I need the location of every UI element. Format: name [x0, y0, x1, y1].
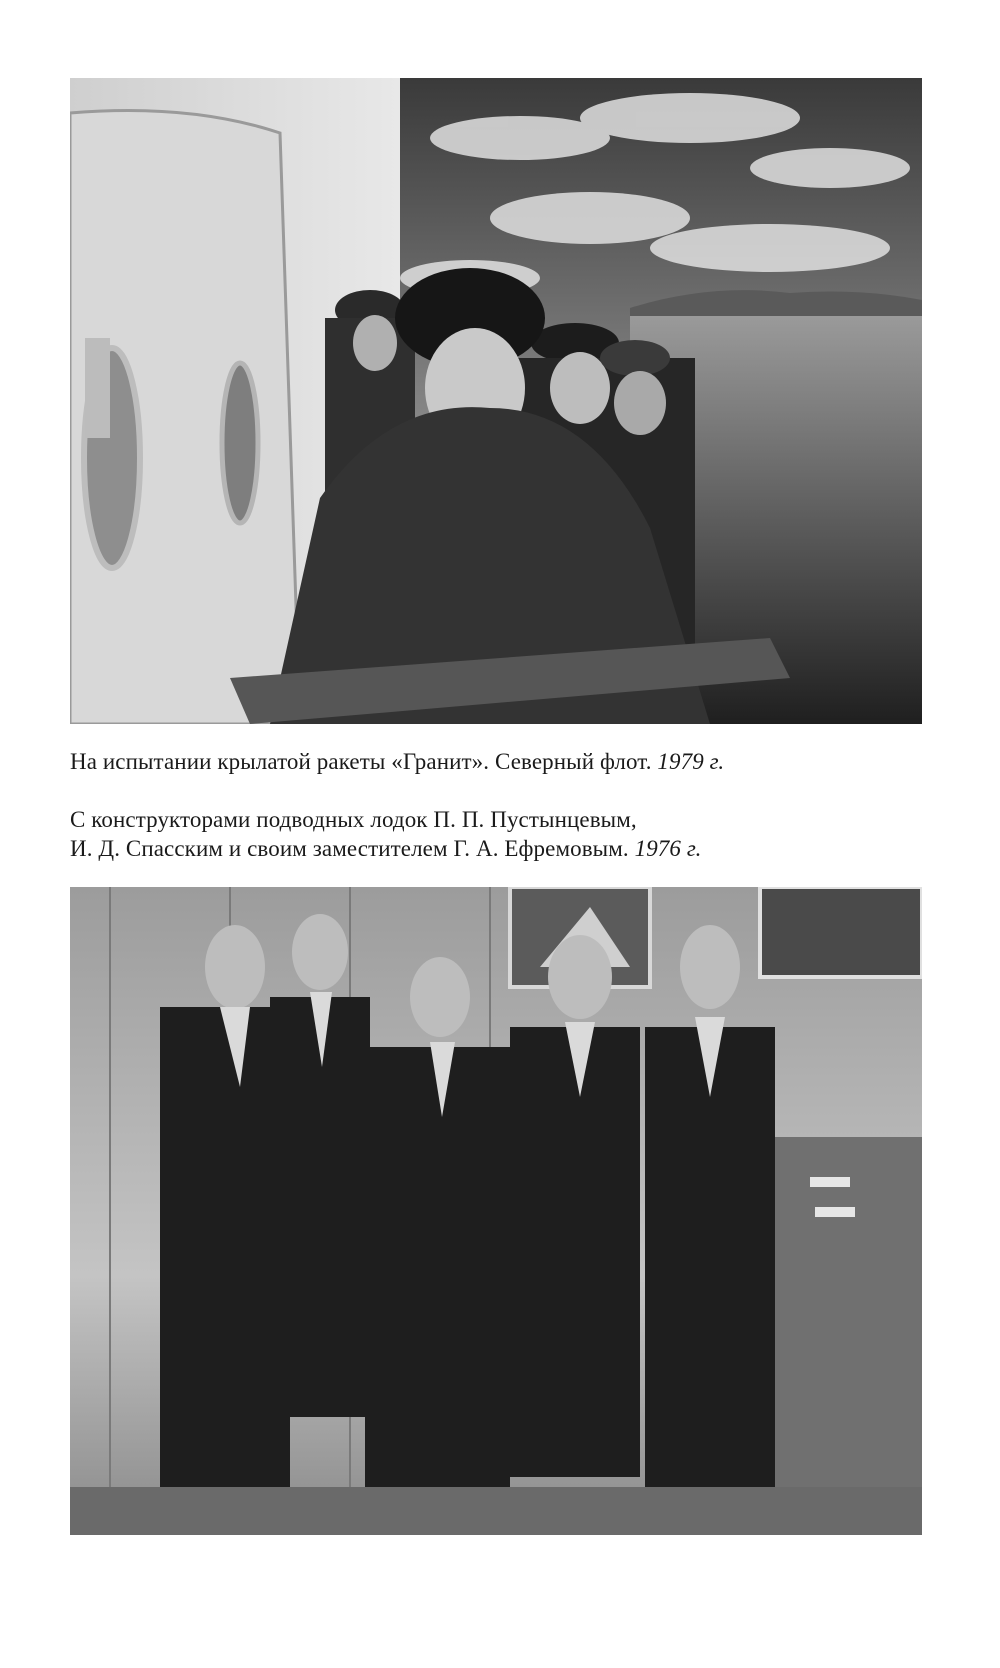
caption-first-year: 1979 г. — [657, 749, 725, 774]
rocket-test-photo — [70, 78, 922, 724]
caption-first-text: На испытании крылатой ракеты «Гранит». Северный флот. — [70, 749, 652, 774]
photo-caption-first — [70, 747, 940, 776]
rocket-test-photo-illustration — [70, 78, 922, 724]
submarine-designers-photo — [70, 887, 922, 1535]
photo-caption-second — [70, 805, 940, 863]
caption-second-line2: И. Д. Спасским и своим заместителем Г. А. Ефремовым. — [70, 836, 629, 861]
caption-second-line1: С конструкторами подводных лодок П. П. Пустынцевым, — [70, 807, 637, 832]
submarine-designers-photo-illustration — [70, 887, 922, 1535]
caption-second-year: 1976 г. — [634, 836, 702, 861]
caption-second-line2-wrap — [70, 834, 940, 863]
